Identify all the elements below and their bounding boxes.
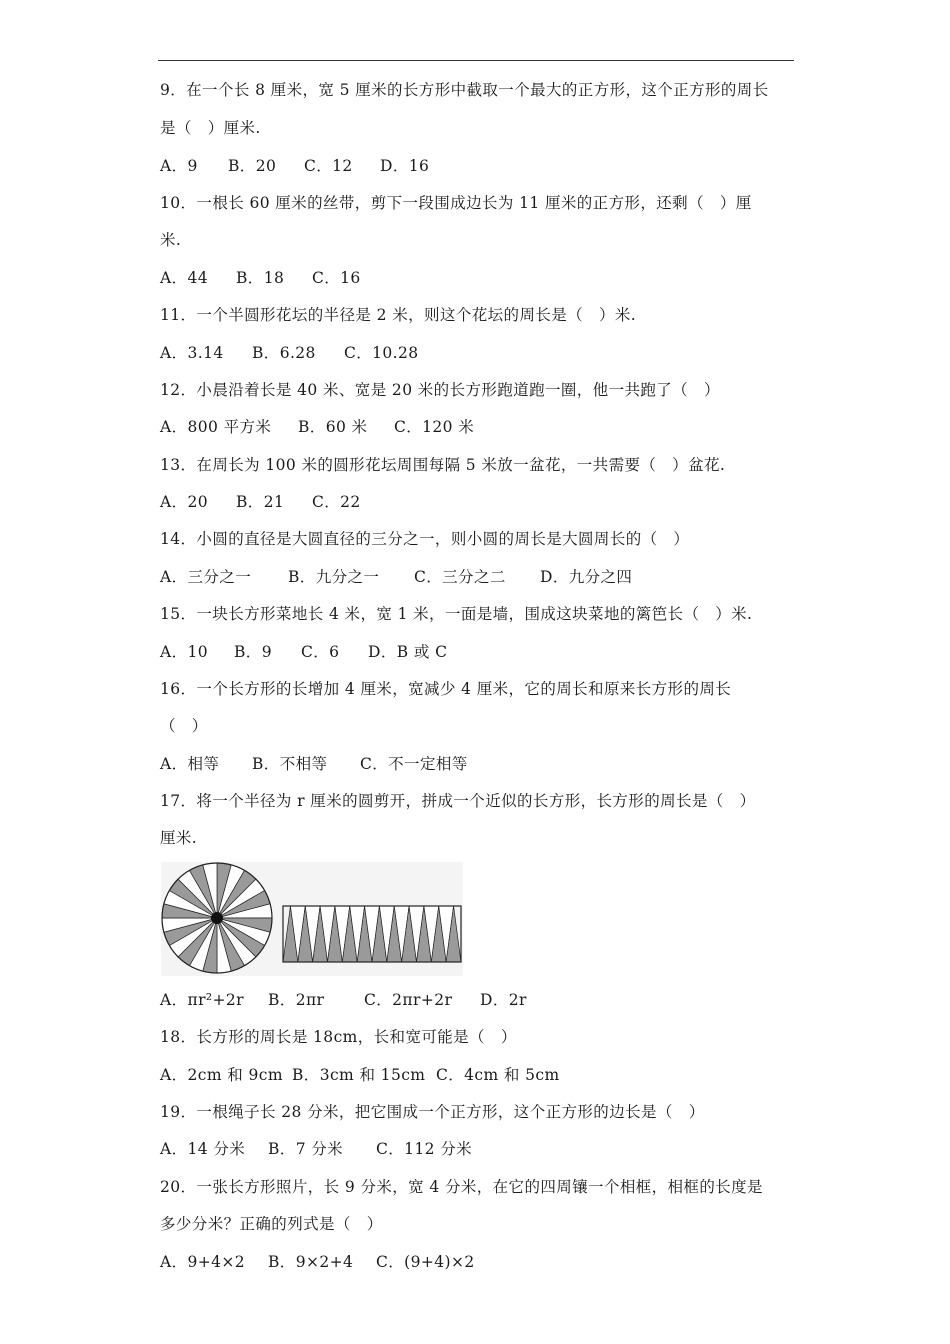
option-a[interactable]: A．800 平方米: [160, 418, 272, 436]
question-19-options: [160, 1139, 472, 1159]
option-c[interactable]: C．12: [304, 157, 353, 175]
option-b[interactable]: B．21: [236, 493, 285, 511]
question-18-options: [160, 1065, 560, 1085]
question-15-text: 15．一块长方形菜地长 4 米，宽 1 米，一面是墙，围成这块菜地的篱笆长（ ）米.: [160, 605, 753, 623]
question-16-options: [160, 754, 468, 774]
option-d[interactable]: D．16: [380, 157, 430, 175]
question-10-options: [160, 268, 361, 288]
option-b[interactable]: B．20: [228, 157, 277, 175]
question-14-text: 14．小圆的直径是大圆直径的三分之一，则小圆的周长是大圆周长的（ ）: [160, 530, 690, 548]
question-17-options: [160, 990, 527, 1010]
option-a[interactable]: A．14 分米: [160, 1140, 246, 1158]
option-a[interactable]: A．πr²+2r: [160, 991, 244, 1009]
option-c[interactable]: C．16: [312, 269, 361, 287]
question-10-text-cont: 米.: [160, 231, 182, 249]
option-a[interactable]: A．9: [160, 157, 198, 175]
option-b[interactable]: B．7 分米: [268, 1140, 344, 1158]
option-a[interactable]: A．2cm 和 9cm: [160, 1066, 283, 1084]
option-a[interactable]: A．10: [160, 643, 209, 661]
circle-to-rectangle-figure: [161, 862, 463, 976]
option-a[interactable]: A．三分之一: [160, 568, 252, 586]
option-b[interactable]: B．9: [234, 643, 272, 661]
question-19-text: 19．一根绳子长 28 分米，把它围成一个正方形，这个正方形的边长是（ ）: [160, 1103, 705, 1121]
question-11-text: 11．一个半圆形花坛的半径是 2 米，则这个花坛的周长是（ ）米.: [160, 306, 637, 324]
question-12-text: 12．小晨沿着长是 40 米、宽是 20 米的长方形跑道跑一圈，他一共跑了（ ）: [160, 381, 720, 399]
option-b[interactable]: B．9×2+4: [268, 1253, 354, 1271]
option-a[interactable]: A．3.14: [160, 344, 224, 362]
option-c[interactable]: C．22: [312, 493, 361, 511]
circle-center: [211, 912, 223, 924]
option-c[interactable]: C．4cm 和 5cm: [436, 1066, 560, 1084]
question-16-text-cont: （ ）: [160, 717, 208, 735]
question-13-text: 13．在周长为 100 米的圆形花坛周围每隔 5 米放一盆花，一共需要（ ）盆花.: [160, 456, 726, 474]
option-b[interactable]: B．2πr: [268, 991, 325, 1009]
option-a[interactable]: A．44: [160, 269, 209, 287]
question-20-text: 20．一张长方形照片，长 9 分米，宽 4 分米，在它的四周镶一个相框，相框的长度是: [160, 1178, 763, 1196]
option-b[interactable]: B．3cm 和 15cm: [292, 1066, 426, 1084]
option-c[interactable]: C．(9+4)×2: [376, 1253, 475, 1271]
option-c[interactable]: C．不一定相等: [360, 755, 468, 773]
option-a[interactable]: A．相等: [160, 755, 220, 773]
option-b[interactable]: B．九分之一: [288, 568, 380, 586]
question-12-options: [160, 417, 474, 437]
option-c[interactable]: C．三分之二: [414, 568, 506, 586]
rectangle-strips: [283, 906, 461, 962]
option-b[interactable]: B．60 米: [298, 418, 368, 436]
question-16-text: 16．一个长方形的长增加 4 厘米，宽减少 4 厘米，它的周长和原来长方形的周长: [160, 680, 732, 698]
question-17-text-cont: 厘米.: [160, 829, 198, 847]
question-15-options: [160, 642, 447, 662]
question-11-options: [160, 343, 419, 363]
option-d[interactable]: D．B 或 C: [368, 643, 448, 661]
option-c[interactable]: C．10.28: [344, 344, 419, 362]
question-9-text-cont: 是（ ）厘米.: [160, 119, 261, 137]
option-c[interactable]: C．6: [301, 643, 340, 661]
question-13-options: [160, 492, 361, 512]
option-c[interactable]: C．2πr+2r: [364, 991, 453, 1009]
option-d[interactable]: D．九分之四: [540, 568, 633, 586]
question-20-text-cont: 多少分米？正确的列式是（ ）: [160, 1215, 383, 1233]
option-b[interactable]: B．6.28: [252, 344, 316, 362]
question-18-text: 18．长方形的周长是 18cm，长和宽可能是（ ）: [160, 1028, 517, 1046]
option-b[interactable]: B．不相等: [252, 755, 328, 773]
option-c[interactable]: C．120 米: [394, 418, 475, 436]
header-rule: [158, 60, 794, 61]
question-20-options: [160, 1252, 475, 1272]
option-c[interactable]: C．112 分米: [376, 1140, 473, 1158]
question-9-options: [160, 156, 429, 176]
option-a[interactable]: A．9+4×2: [160, 1253, 246, 1271]
question-17-text: 17．将一个半径为 r 厘米的圆剪开，拼成一个近似的长方形，长方形的周长是（ ）: [160, 792, 756, 810]
question-10-text: 10．一根长 60 厘米的丝带，剪下一段围成边长为 11 厘米的正方形，还剩（ ）厘: [160, 194, 752, 212]
question-14-options: [160, 567, 632, 587]
option-a[interactable]: A．20: [160, 493, 209, 511]
question-9-text: 9．在一个长 8 厘米，宽 5 厘米的长方形中截取一个最大的正方形，这个正方形的周长: [160, 81, 769, 99]
option-d[interactable]: D．2r: [480, 991, 527, 1009]
option-b[interactable]: B．18: [236, 269, 285, 287]
